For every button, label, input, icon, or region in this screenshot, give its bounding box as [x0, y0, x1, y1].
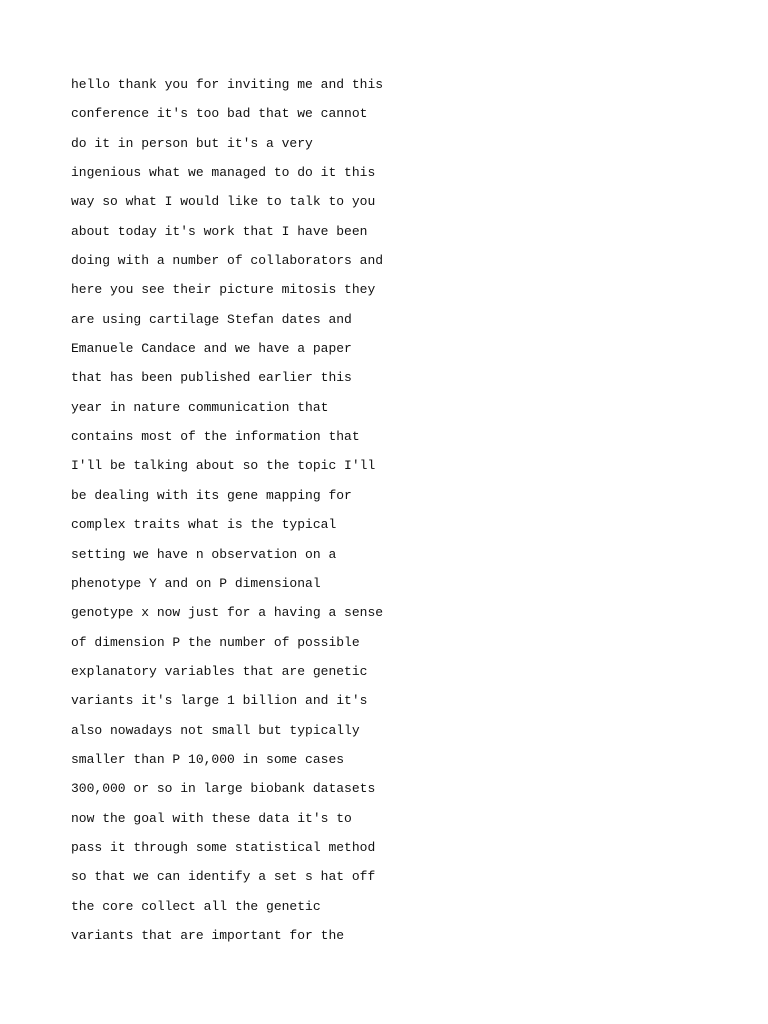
transcript-line: doing with a number of collaborators and — [71, 253, 384, 269]
transcript-line: way so what I would like to talk to you — [71, 194, 376, 210]
transcript-line: year in nature communication that — [71, 399, 329, 415]
transcript-line: now the goal with these data it's to — [71, 810, 352, 826]
transcript-line: I'll be talking about so the topic I'll — [71, 458, 376, 474]
transcript-line: of dimension P the number of possible — [71, 634, 360, 650]
transcript-line: do it in person but it's a very — [71, 135, 313, 151]
transcript-line: genotype x now just for a having a sense — [71, 605, 384, 621]
transcript-line: ingenious what we managed to do it this — [71, 165, 376, 181]
transcript-line: conference it's too bad that we cannot — [71, 106, 368, 122]
transcript-line: that has been published earlier this — [71, 370, 352, 386]
transcript-line: here you see their picture mitosis they — [71, 282, 376, 298]
transcript-line: are using cartilage Stefan dates and — [71, 311, 352, 327]
transcript-line: be dealing with its gene mapping for — [71, 487, 352, 503]
transcript-line: explanatory variables that are genetic — [71, 663, 368, 679]
transcript-line: hello thank you for inviting me and this — [71, 77, 384, 92]
transcript-line: pass it through some statistical method — [71, 839, 376, 855]
transcript-line: about today it's work that I have been — [71, 223, 368, 239]
transcript-line: 300,000 or so in large biobank datasets — [71, 781, 376, 797]
transcript-line: the core collect all the genetic — [71, 898, 321, 914]
transcript-line: contains most of the information that — [71, 429, 360, 445]
transcript-line: also nowadays not small but typically — [71, 722, 360, 738]
transcript-line: phenotype Y and on P dimensional — [71, 575, 321, 591]
transcript-text — [71, 70, 383, 950]
transcript-line: Emanuele Candace and we have a paper — [71, 341, 352, 357]
transcript-line: complex traits what is the typical — [71, 517, 337, 533]
transcript-line: so that we can identify a set s hat off — [71, 869, 376, 885]
transcript-line: smaller than P 10,000 in some cases — [71, 751, 345, 767]
transcript-line: variants that are important for the — [71, 927, 345, 943]
transcript-line: setting we have n observation on a — [71, 546, 337, 562]
transcript-line: variants it's large 1 billion and it's — [71, 693, 368, 709]
